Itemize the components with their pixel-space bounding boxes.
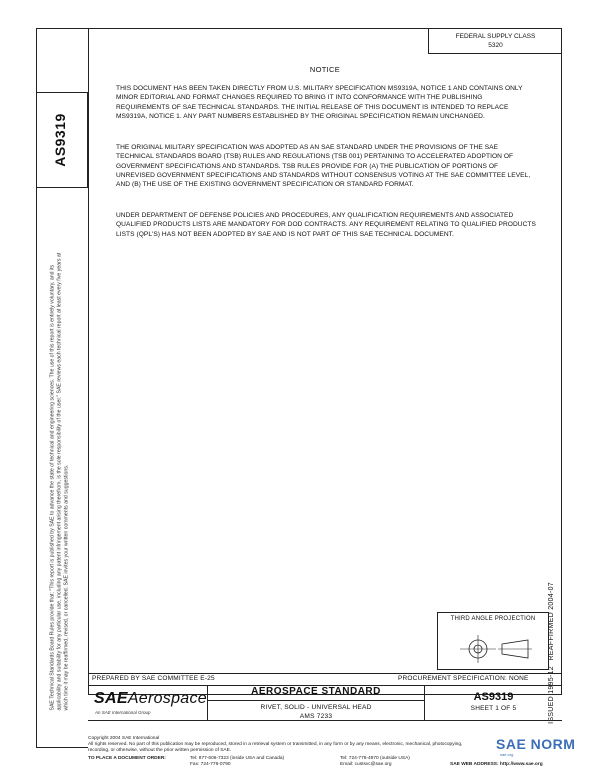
- document-number-text: AS9319: [52, 113, 68, 167]
- third-angle-projection-label: THIRD ANGLE PROJECTION: [450, 616, 536, 622]
- order-web[interactable]: SAE WEB ADDRESS: http://www.sae.org: [450, 762, 543, 767]
- fsc-line1: FEDERAL SUPPLY CLASS: [455, 33, 536, 40]
- side-legal-text: SAE Technical Standards Board Rules provide that: "This report is published by SAE to advance the state of technical and engineering sciences. The use of this report is entirely voluntary, and its applicability and suitability for any particular use, including any patent infringement arising therefrom, is the sole responsibility of the user." SAE reviews each technical report at least every five years at which time it may be reaffirmed, revised, or cancelled. SAE invites your written comments and suggestions.: [49, 252, 70, 711]
- order-tel1: Tel: 877-606-7323 (inside USA and Canada): [190, 756, 285, 761]
- fsc-line2: 5320: [488, 42, 503, 49]
- notice-paragraph-1: THIS DOCUMENT HAS BEEN TAKEN DIRECTLY FROM U.S. MILITARY SPECIFICATION MS9319A, NOTICE 1 AND CONTAINS ONLY MINOR EDITORIAL AND FORMAT CHANGES REQUIRED TO BRING IT INTO CONFORMANCE WITH THE PUBLISHING REQUIREMENTS OF SAE TECHNICAL STANDARDS. THE INITIAL RELEASE OF THIS DOCUMENT IS INTENDED TO REPLACE MS9319A, NOTICE 1. ANY PART NUMBERS ESTABLISHED BY THE ORIGINAL SPECIFICATION REMAIN UNCHANGED.: [116, 85, 523, 120]
- procurement-specification: PROCUREMENT SPECIFICATION: NONE: [398, 675, 529, 682]
- logo-tagline: An SAE International Group: [95, 710, 151, 715]
- third-angle-projection-box: [437, 612, 549, 670]
- federal-supply-class: [428, 28, 562, 54]
- notice-paragraph-3: UNDER DEPARTMENT OF DEFENSE POLICIES AND PROCEDURES, ANY QUALIFICATION REQUIREMENTS AND ASSOCIATED QUALIFIED PRODUCTS LISTS ARE MANDATORY FOR DOD CONTRACTS. ANY REQUIREMENT RELATING TO QUALIFIED PRODUCTS LISTS (QPL'S) HAS NOT BEEN ADOPTED BY SAE AND IS NOT PART OF THIS SAE TECHNICAL DOCUMENT.: [116, 212, 536, 238]
- page-frame: [88, 28, 562, 695]
- description-line1: RIVET, SOLID - UNIVERSAL HEAD: [260, 704, 372, 711]
- sae-logo-cell: [88, 686, 208, 720]
- description-line2: AMS 7233: [299, 713, 333, 720]
- order-tel2: Tel: 724-776-4970 (outside USA): [340, 756, 410, 761]
- notice-paragraph-2: THE ORIGINAL MILITARY SPECIFICATION WAS ADOPTED AS AN SAE STANDARD UNDER THE PROVISIONS OF THE SAE TECHNICAL STANDARDS BOARD (TSB) RULES AND REGULATIONS (TSB 001) PERTAINING TO ACCELERATED ADOPTION OF GOVERNMENT SPECIFICATIONS AND STANDARDS. TSB RULES PROVIDE FOR (A) THE PUBLICATION OF PORTIONS OF UNREVISED GOVERNMENT SPECIFICATIONS AND STANDARDS WITHOUT CONSENSUS VOTING AT THE SAE COMMITTEE LEVEL, AND (B) THE USE OF THE EXISTING GOVERNMENT SPECIFICATION OR STANDARD FORMAT.: [116, 144, 531, 189]
- standard-title: AEROSPACE STANDARD: [251, 686, 381, 697]
- title-divider: [208, 700, 424, 701]
- reaffirmed-date: REAFFIRMED 2004-07: [548, 582, 555, 661]
- order-fax: Fax: 724-776-0790: [190, 762, 231, 767]
- watermark-text: SAE NORM: [496, 736, 576, 752]
- notice-title: NOTICE: [309, 65, 341, 74]
- copyright-block: [88, 736, 562, 754]
- issued-date: ISSUED 1995-12: [548, 666, 555, 724]
- sheet-number: SHEET 1 OF 5: [470, 705, 517, 712]
- copyright-line3: recording, or otherwise, without the prior written permission of SAE.: [88, 748, 232, 753]
- side-legal-text-container: [40, 250, 80, 720]
- copyright-line1: Copyright 2004 SAE International: [88, 736, 160, 741]
- logo-sae: SAE: [94, 690, 128, 707]
- order-email: Email: custsvc@sae.org: [340, 762, 392, 767]
- order-block: [88, 756, 588, 768]
- prepared-by: PREPARED BY SAE COMMITTEE E-25: [92, 675, 215, 682]
- document-number-bottom: AS9319: [473, 691, 514, 703]
- sae-aerospace-logo: [94, 690, 207, 708]
- prepared-row-top-line: [88, 673, 562, 674]
- title-row-bottom-line: [88, 720, 562, 721]
- document-number-cell: [424, 686, 562, 720]
- projection-symbol: [438, 613, 550, 671]
- logo-aerospace: Aerospace: [127, 690, 208, 707]
- copyright-line2: All rights reserved. No part of this publication may be reproduced, stored in a retrieval system or transmitted, in any form or by any means, electronic, mechanical, photocopying,: [88, 742, 463, 747]
- part-description: [208, 703, 424, 721]
- document-number-vertical: [30, 92, 90, 188]
- order-label: TO PLACE A DOCUMENT ORDER:: [88, 756, 166, 761]
- watermark-sub: sae.org: [500, 752, 514, 757]
